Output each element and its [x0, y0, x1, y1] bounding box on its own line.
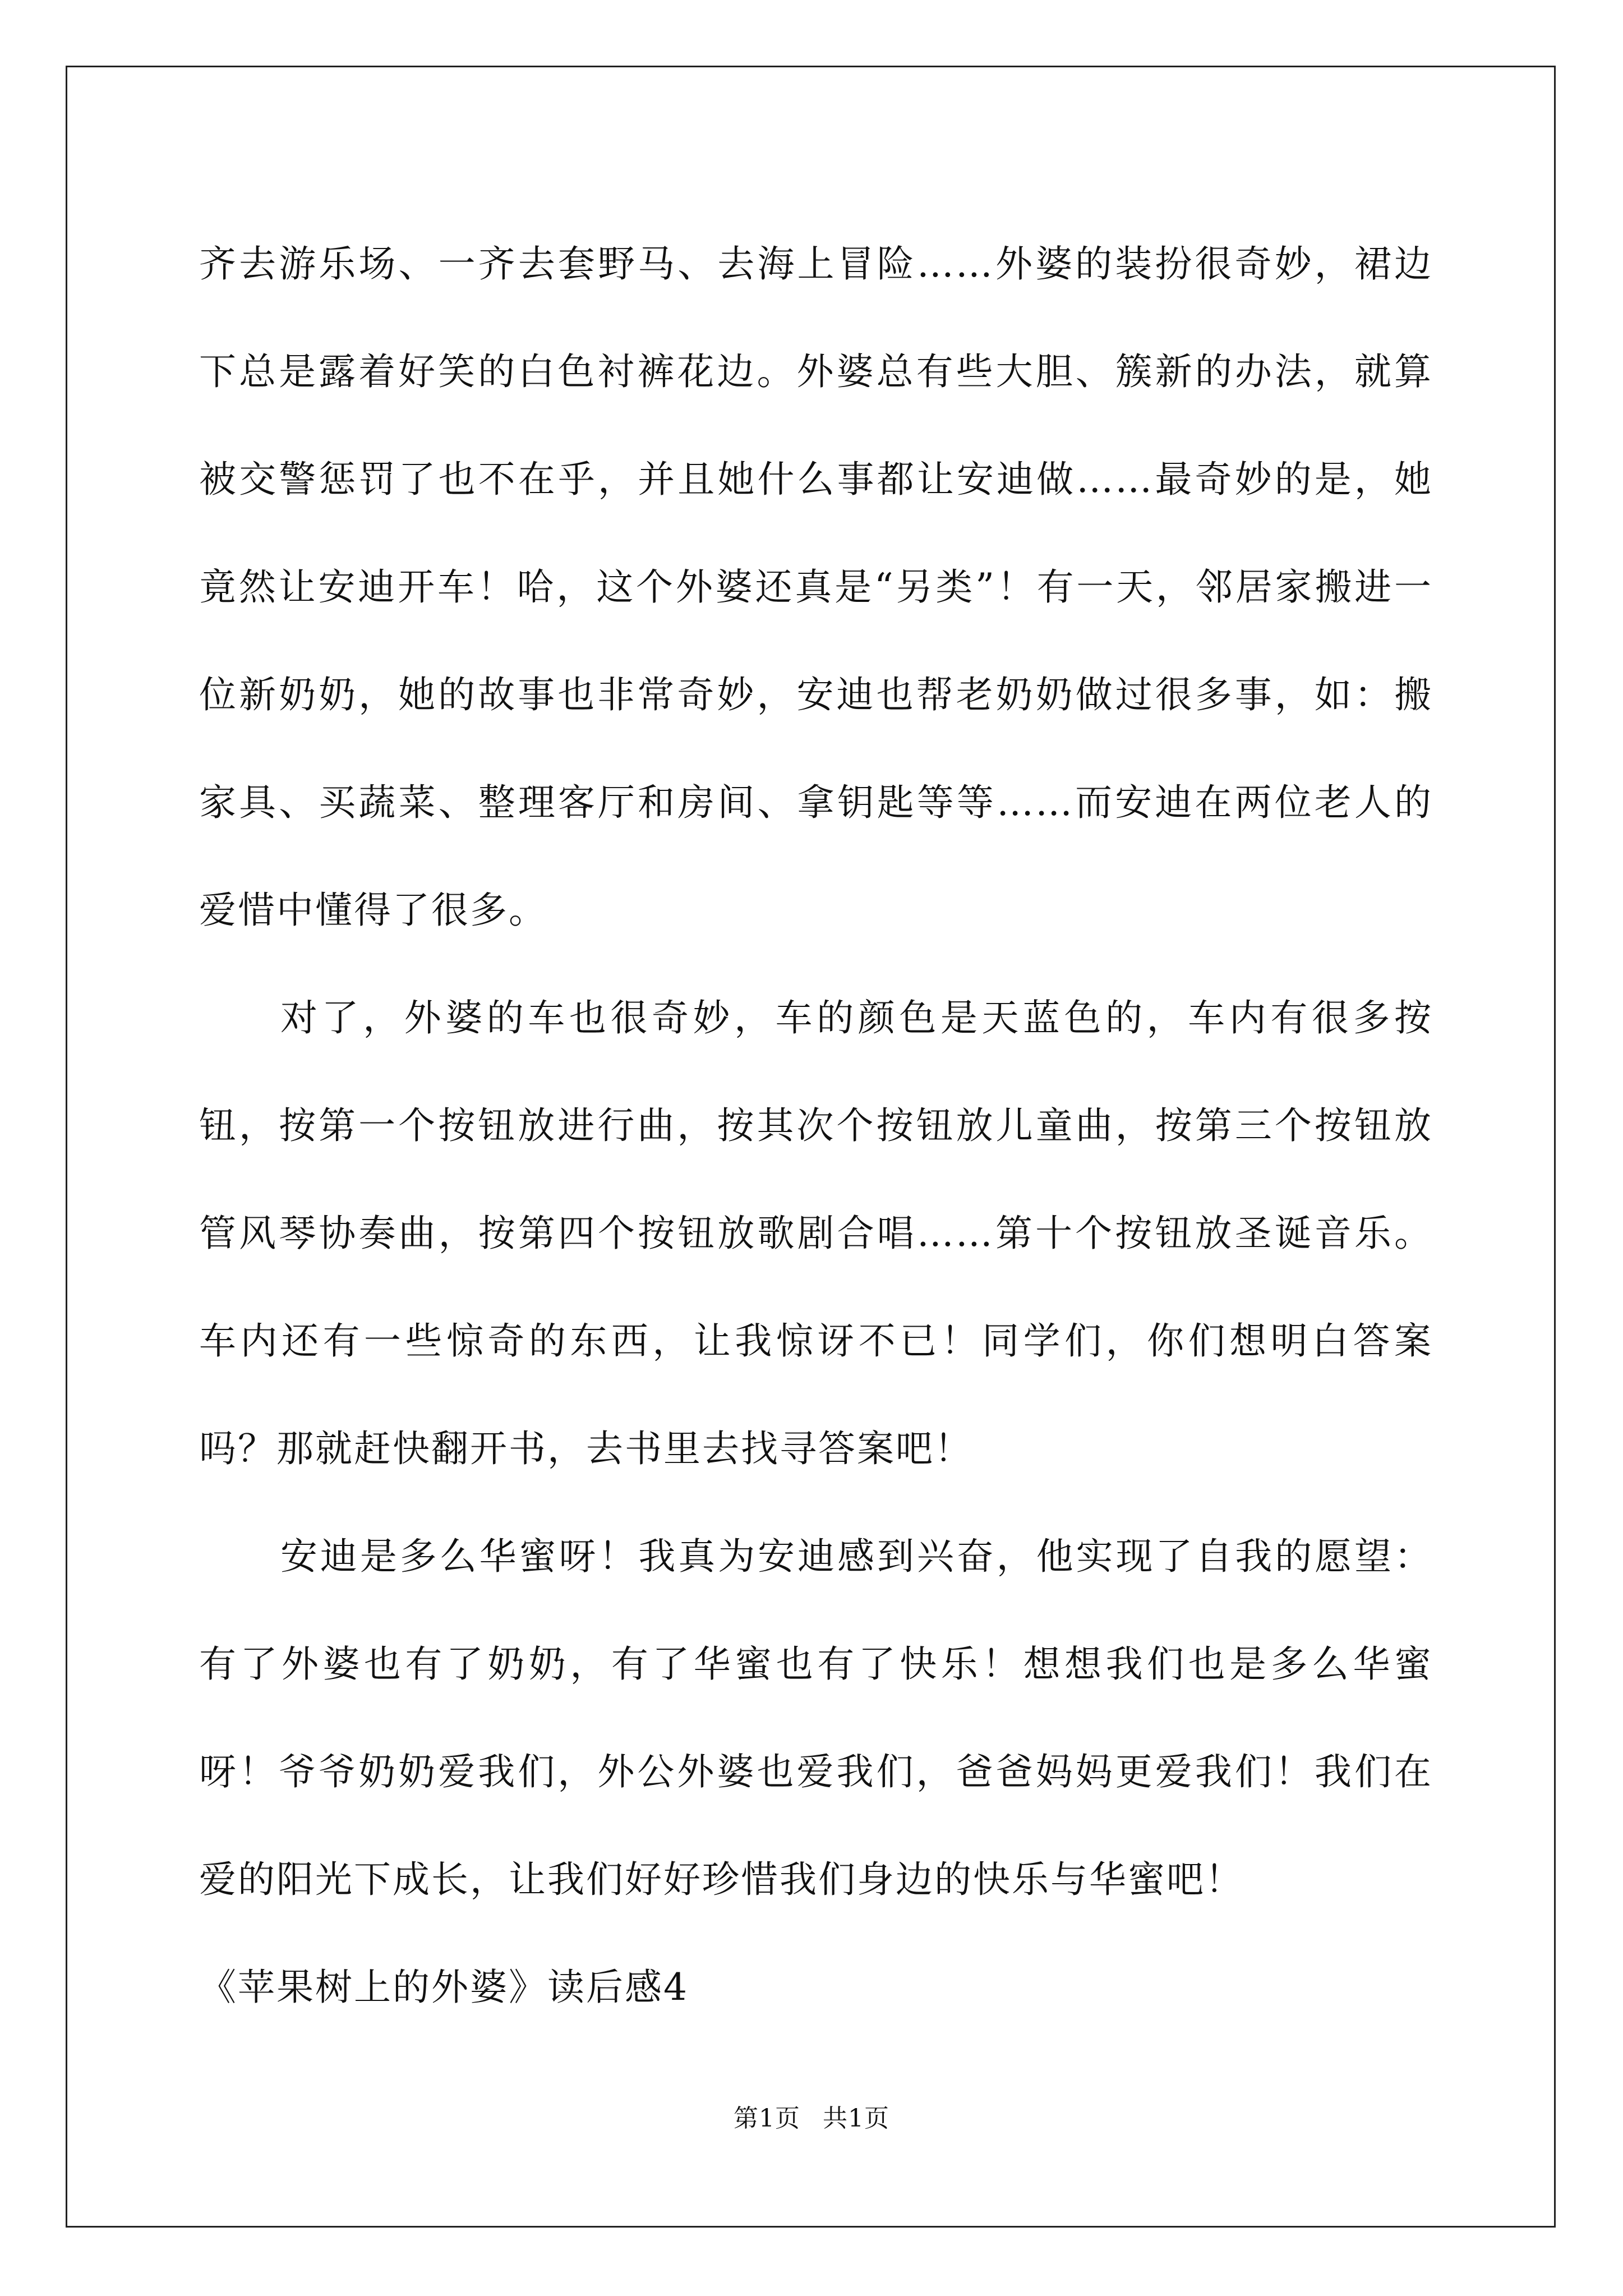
page-footer [0, 2098, 1623, 2134]
section-heading: 《苹果树上的外婆》读后感4 [199, 1966, 689, 2009]
paragraph-3: 安迪是多么华蜜呀！我真为安迪感到兴奋，他实现了自我的愿望：有了外婆也有了奶奶，有了华蜜也有了快乐！想想我们也是多么华蜜呀！爷爷奶奶爱我们，外公外婆也爱我们，爸爸妈妈更爱我们！我们在爱的阳光下成长，让我们好好珍惜我们身边的快乐与华蜜吧！ [199, 1535, 1433, 1901]
paragraph-2: 对了，外婆的车也很奇妙，车的颜色是天蓝色的，车内有很多按钮，按第一个按钮放进行曲，按其次个按钮放儿童曲，按第三个按钮放管风琴协奏曲，按第四个按钮放歌剧合唱……第十个按钮放圣诞音乐。车内还有一些惊奇的东西，让我惊讶不已！同学们，你们想明白答案吗？那就赶快翻开书，去书里去找寻答案吧！ [199, 996, 1433, 1470]
page-total: 共1页 [823, 2104, 889, 2133]
paragraph-1: 齐去游乐场、一齐去套野马、去海上冒险……外婆的装扮很奇妙，裙边下总是露着好笑的白色衬裤花边。外婆总有些大胆、簇新的办法，就算被交警惩罚了也不在乎，并且她什么事都让安迪做……最奇妙的是，她竟然让安迪开车！哈，这个外婆还真是“另类”！有一天，邻居家搬进一位新奶奶，她的故事也非常奇妙，安迪也帮老奶奶做过很多事，如：搬家具、买蔬菜、整理客厅和房间、拿钥匙等等……而安迪在两位老人的爱惜中懂得了很多。 [199, 242, 1433, 932]
page-number: 第1页 [734, 2104, 800, 2133]
document-body [199, 210, 1433, 2041]
